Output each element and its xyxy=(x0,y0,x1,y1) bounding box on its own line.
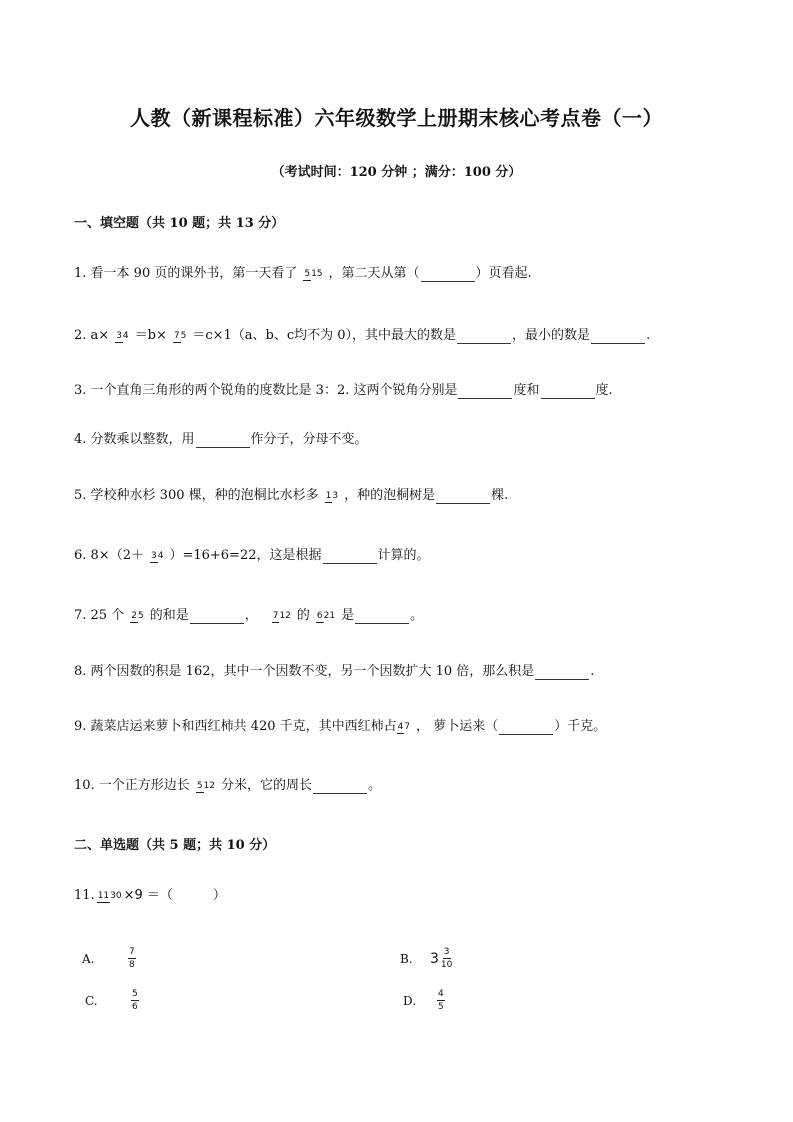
q7-text: 。 xyxy=(410,608,424,623)
whole-number: 3 xyxy=(430,950,439,967)
denominator: 6 xyxy=(132,1002,138,1012)
question-9 xyxy=(74,717,606,737)
denominator: 7 xyxy=(404,721,411,732)
q5-text: 棵. xyxy=(491,488,509,503)
option-b[interactable] xyxy=(400,947,458,970)
fraction xyxy=(397,721,410,734)
q2-text: ，最小的数是 xyxy=(512,328,591,343)
question-2 xyxy=(74,326,650,346)
numerator: 3 xyxy=(116,330,122,341)
q3-text: 3. 一个直角三角形的两个锐角的度数比是 3：2. 这两个锐角分别是 xyxy=(74,383,458,398)
denominator: 12 xyxy=(279,610,291,621)
answer-blank[interactable] xyxy=(591,329,645,344)
q2-text: ＝b× xyxy=(134,328,167,343)
denominator: 10 xyxy=(440,960,453,970)
option-d[interactable] xyxy=(403,989,451,1012)
q1-text: ）页看起. xyxy=(475,266,532,281)
numerator: 4 xyxy=(438,989,444,999)
fraction xyxy=(272,610,291,623)
q10-text: 。 xyxy=(368,778,382,793)
option-label: D. xyxy=(403,993,417,1008)
question-6 xyxy=(74,546,430,566)
exam-info: （考试时间：120 分钟 ；满分：100 分） xyxy=(271,165,522,180)
fraction xyxy=(97,890,122,903)
option-label: B. xyxy=(400,951,413,966)
q10-text: 10. 一个正方形边长 xyxy=(74,778,190,793)
fraction xyxy=(303,268,322,281)
q7-text: ， xyxy=(244,608,258,623)
denominator: 4 xyxy=(157,550,164,561)
numerator: 7 xyxy=(129,947,135,957)
q8-text: 8. 两个因数的积是 162，其中一个因数不变，另一个因数扩大 10 倍，那么积是 xyxy=(74,664,535,679)
numerator: 3 xyxy=(443,947,450,957)
q4-text: 4. 分数乘以整数，用 xyxy=(74,432,195,447)
fraction xyxy=(173,330,186,343)
q5-text: 5. 学校种水杉 300 棵，种的泡桐比水杉多 xyxy=(74,488,319,503)
section-fill-in: 一、填空题（共 10 题；共 13 分） xyxy=(74,216,285,231)
numerator: 11 xyxy=(97,890,110,901)
fraction xyxy=(196,780,215,793)
numerator: 6 xyxy=(316,610,323,621)
q6-text: ）=16+6=22，这是根据 xyxy=(169,548,322,563)
question-8 xyxy=(74,662,594,682)
answer-blank[interactable] xyxy=(196,433,250,448)
numerator: 5 xyxy=(304,268,311,279)
q11-text: ×9 ＝（ xyxy=(123,888,173,903)
numerator: 7 xyxy=(272,610,279,621)
numerator: 4 xyxy=(397,721,404,732)
denominator: 5 xyxy=(137,610,144,621)
option-label: A. xyxy=(82,951,95,966)
q5-text: ，种的泡桐树是 xyxy=(344,488,436,503)
answer-blank[interactable] xyxy=(323,549,377,564)
denominator: 5 xyxy=(438,1002,444,1012)
denominator: 8 xyxy=(129,960,135,970)
section-single-choice: 二、单选题（共 5 题；共 10 分） xyxy=(74,838,276,853)
numerator: 7 xyxy=(173,330,180,341)
q2-text: . xyxy=(646,328,651,343)
denominator: 21 xyxy=(323,610,336,621)
question-10 xyxy=(74,776,381,796)
denominator: 12 xyxy=(203,780,215,791)
q11-text: 11. xyxy=(74,888,95,903)
q11-text: ） xyxy=(212,888,226,903)
denominator: 3 xyxy=(332,490,339,501)
q7-text: 是 xyxy=(341,608,355,623)
answer-blank[interactable] xyxy=(190,609,244,624)
q7-text: 的和是 xyxy=(149,608,189,623)
fraction xyxy=(131,989,139,1012)
answer-blank[interactable] xyxy=(535,665,589,680)
page-title: 人教（新课程标准）六年级数学上册期末核心考点卷（一） xyxy=(130,106,663,130)
q6-text: 6. 8×（2＋ xyxy=(74,548,144,563)
q10-text: 分米，它的周长 xyxy=(221,778,313,793)
fraction xyxy=(441,947,452,970)
option-a[interactable] xyxy=(82,947,142,970)
question-4 xyxy=(74,430,368,450)
question-7 xyxy=(74,606,423,626)
q8-text: . xyxy=(590,664,595,679)
numerator: 2 xyxy=(131,610,137,621)
numerator: 5 xyxy=(132,989,138,999)
option-label: C. xyxy=(85,993,98,1008)
numerator: 1 xyxy=(325,490,332,501)
question-3 xyxy=(74,381,613,401)
denominator: 5 xyxy=(180,330,187,341)
q9-text: ）千克。 xyxy=(554,719,607,734)
fraction xyxy=(437,989,445,1012)
option-c[interactable] xyxy=(85,989,145,1012)
q7-text: 7. 25 个 xyxy=(74,608,125,623)
q2-text: 2. a× xyxy=(74,328,110,343)
fraction xyxy=(316,610,335,623)
q4-text: 作分子，分母不变。 xyxy=(250,432,368,447)
denominator: 15 xyxy=(311,268,323,279)
question-11 xyxy=(74,886,226,906)
q9-text: ， 萝卜运来（ xyxy=(416,719,499,734)
answer-blank[interactable] xyxy=(313,779,367,794)
q7-text: 的 xyxy=(296,608,310,623)
answer-blank[interactable] xyxy=(541,384,595,399)
q1-text: ，第二天从第（ xyxy=(328,266,420,281)
q9-text: 9. 蔬菜店运来萝卜和西红柿共 420 千克，其中西红柿占 xyxy=(74,719,397,734)
q3-text: 度. xyxy=(595,383,613,398)
fraction xyxy=(130,610,143,623)
fraction xyxy=(325,490,338,503)
fraction xyxy=(150,550,163,563)
question-5 xyxy=(74,486,508,506)
answer-blank[interactable] xyxy=(355,609,409,624)
q1-text: 1. 看一本 90 页的课外书，第一天看了 xyxy=(74,266,298,281)
answer-blank[interactable] xyxy=(457,329,511,344)
answer-blank[interactable] xyxy=(458,384,512,399)
numerator: 3 xyxy=(150,550,157,561)
numerator: 5 xyxy=(196,780,203,791)
answer-blank[interactable] xyxy=(436,489,490,504)
q6-text: 计算的。 xyxy=(377,548,430,563)
fraction xyxy=(128,947,136,970)
q3-text: 度和 xyxy=(513,383,540,398)
denominator: 30 xyxy=(110,890,122,901)
q2-text: ＝c×1（a、b、c均不为 0），其中最大的数是 xyxy=(192,328,457,343)
answer-blank[interactable] xyxy=(421,267,475,282)
question-1 xyxy=(74,264,532,284)
fraction xyxy=(115,330,128,343)
answer-blank[interactable] xyxy=(499,720,553,735)
denominator: 4 xyxy=(122,330,129,341)
